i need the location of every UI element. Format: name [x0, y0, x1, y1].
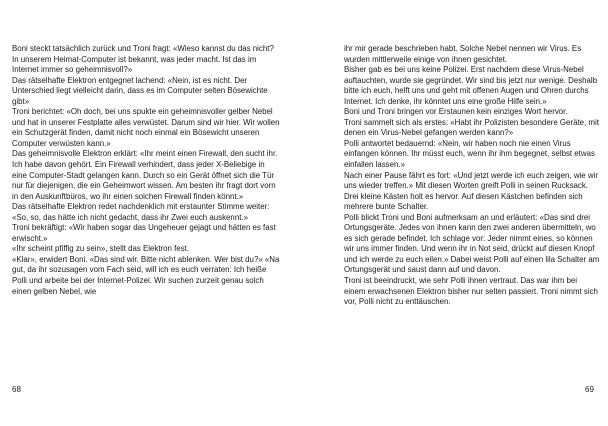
- paragraph: «Klar», erwidert Boni. «Das sind wir. Bitte nicht ablenken. Wer bist du?» «Na gut, da ihr sozusagen vom Fach seid, will ich es euch verraten: Ich heiße Polli und arbeite bei der Internet-Polizei. Wir suchen zurzeit genau solch einen gelben Nebel, wie: [12, 254, 280, 296]
- page-number-left: 68: [12, 385, 21, 394]
- paragraph: Boni und Troni bringen vor Erstaunen kein einziges Wort hervor.: [344, 107, 568, 117]
- paragraph: Troni bekräftigt: «Wir haben sogar das Ungeheuer gejagt und hätten es fast erwischt.»: [12, 223, 276, 243]
- paragraph: Bisher gab es bei uns keine Polizei. Erst nachdem diese Virus-Nebel auftauchten, wurde sie gegründet. Wir sind bis jetzt nur wenige. Deshalb bitte ich euch, helft uns und geht mit offenen Augen und Ohren durchs Internet. Ich denke, ihr könntet uns eine große Hilfe sein.»: [344, 65, 598, 106]
- paragraph: Polli antwortet bedauernd: «Nein, wir haben noch nie einen Virus einfangen können. Ihr müsst euch, wenn ihr ihm begegnet, selbst etwas einfallen lassen.»: [344, 138, 595, 170]
- paragraph: Troni berichtet: «Oh doch, bei uns spukte ein geheimnisvoller gelber Nebel und hat in unserer Festplatte alles verwüstet. Darum sind wir hier. Wir wollen ein Schutzgerät finden, damit nicht noch einmal ein Bösewicht unseren Computer verwüsten kann.»: [12, 107, 280, 148]
- paragraph: Das rätselhafte Elektron entgegnet lachend: «Nein, ist es nicht. Der Unterschied liegt vielleicht darin, dass es im Computer selten Bösewichte gibt»: [12, 75, 268, 106]
- right-page: [344, 44, 600, 308]
- paragraph: ihr mir gerade beschrieben habt. Solche Nebel nennen wir Virus. Es wurden mittlerweile einige von ihnen gesichtet.: [344, 44, 582, 64]
- left-page: [12, 44, 280, 297]
- paragraph: Nach einer Pause fährt es fort: «Und jetzt werde ich euch zeigen, wie wir uns wieder treffen.» Mit diesen Worten greift Polli in seinen Rucksack. Drei kleine Kästen holt es hervor. Auf diesen Kästchen befinden sich mehrere bunte Schalter.: [344, 170, 598, 212]
- page-number-right: 69: [585, 385, 594, 394]
- paragraph: Das geheimnisvolle Elektron erklärt: «Ihr meint einen Firewall, den sucht ihr. Ich habe davon gehört. Ein Firewall verhindert, dass jeder X-Beliebige in eine Computer-Stadt gelangen kann. Durch so ein Gerät öffnet sich die Tür nur für diejenigen, die ein Geheimwort wissen. Am besten ihr fragt dort vorn in den Auskunftbüros, wo ihr einen solchen Firewall finden könnt.»: [12, 149, 278, 201]
- paragraph: Polli blickt Troni und Boni aufmerksam an und erläutert: «Das sind drei Ortungsgeräte. Jedes von ihnen kann den zwei anderen übermitteln, wo es sich gerade befindet. Ich schlage vor: Jeder nimmt eines, so können wir uns immer finden. Und wenn ihr in Not seid, drückt auf diesen Knopf und ich werde zu euch eilen.» Dabei weist Polli auf einen lila Schalter am Ortungsgerät und saust dann auf und davon.: [344, 212, 600, 275]
- paragraph: Das rätselhafte Elektron redet nachdenklich mit erstaunter Stimme weiter: «So, so, das hätte ich nicht gedacht, dass ihr Zwei euch auskennt.»: [12, 202, 270, 222]
- paragraph: «Ihr scheint pfiffig zu sein», stellt das Elektron fest.: [12, 244, 190, 254]
- paragraph: Troni sammelt sich als erstes: «Habt ihr Polizisten besondere Geräte, mit denen ein Virus-Nebel gefangen werden kann?»: [344, 117, 599, 138]
- paragraph: Troni ist beeindruckt, wie sehr Polli ihnen vertraut. Das war ihm bei einem erwachsenen Elektron bisher nur selten passiert. Troni nimmt sich vor, Polli nicht zu enttäuschen.: [344, 276, 598, 307]
- paragraph: Boni steckt tatsächlich zurück und Troni fragt: «Wieso kannst du das nicht? In unserem Heimat-Computer ist bekannt, was jeder macht. Ist das im Internet immer so geheimnisvoll?»: [12, 44, 274, 75]
